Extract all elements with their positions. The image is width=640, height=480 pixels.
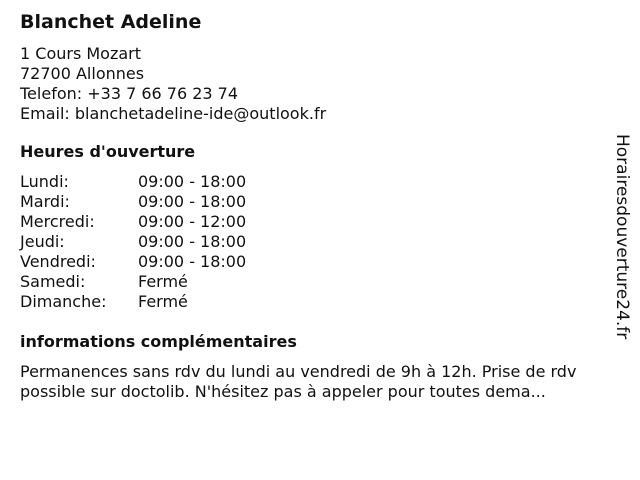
hours-day: Mercredi: (20, 212, 95, 231)
hours-row (20, 252, 620, 272)
hours-time: 09:00 - 12:00 (138, 212, 247, 231)
hours-time: 09:00 - 18:00 (138, 172, 247, 191)
hours-row (20, 232, 620, 252)
phone-number: Telefon: +33 7 66 76 23 74 (20, 84, 239, 103)
hours-day: Vendredi: (20, 252, 96, 271)
business-name: Blanchet Adeline (20, 11, 202, 33)
info-text: Permanences sans rdv du lundi au vendredi de 9h à 12h. Prise de rdv possible sur doctolib. N'hésitez pas à appeler pour toutes dema... (20, 362, 577, 401)
hours-time: 09:00 - 18:00 (138, 192, 247, 211)
address-block (20, 44, 620, 124)
hours-time: 09:00 - 18:00 (138, 252, 247, 271)
hours-row (20, 212, 620, 232)
hours-row (20, 272, 620, 292)
hours-day: Jeudi: (20, 232, 65, 251)
hours-time: Fermé (138, 292, 188, 311)
hours-day: Dimanche: (20, 292, 107, 311)
email-address: Email: blanchetadeline-ide@outlook.fr (20, 104, 327, 123)
hours-day: Samedi: (20, 272, 86, 291)
hours-day: Mardi: (20, 192, 70, 211)
hours-heading: Heures d'ouverture (20, 142, 196, 161)
hours-row (20, 172, 620, 192)
hours-day: Lundi: (20, 172, 69, 191)
info-heading: informations complémentaires (20, 332, 297, 351)
city-postal: 72700 Allonnes (20, 64, 145, 83)
hours-time: 09:00 - 18:00 (138, 232, 247, 251)
street-address: 1 Cours Mozart (20, 44, 142, 63)
site-watermark: Horairesdouverture24.fr (612, 134, 632, 340)
business-card (20, 10, 620, 402)
hours-row (20, 192, 620, 212)
hours-time: Fermé (138, 272, 188, 291)
hours-row (20, 292, 620, 312)
hours-table (20, 172, 620, 312)
